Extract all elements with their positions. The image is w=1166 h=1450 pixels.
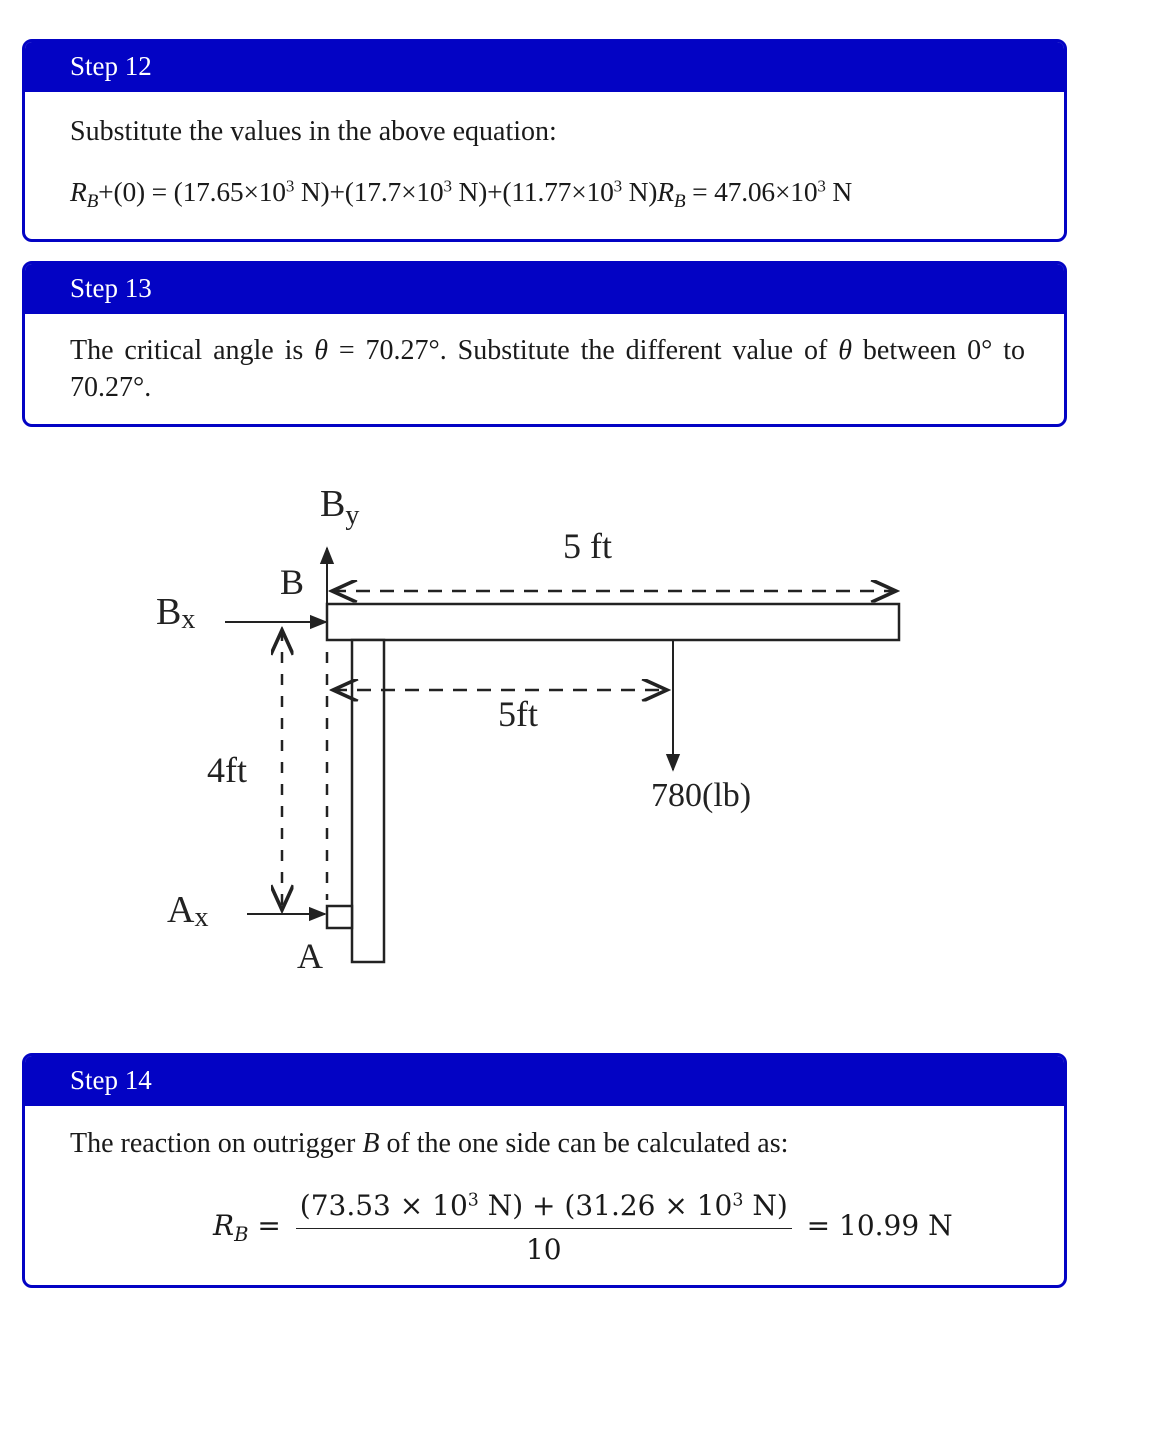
label-b: B bbox=[280, 562, 305, 602]
step-12-body bbox=[25, 116, 1064, 212]
label-top-dim: 5 ft bbox=[563, 526, 612, 566]
step-12-text: Substitute the values in the above equation: bbox=[70, 116, 557, 147]
text-var: B bbox=[362, 1128, 380, 1159]
eq-var: R bbox=[657, 176, 674, 207]
step-13-card bbox=[22, 261, 1067, 427]
beam-frame-diagram bbox=[0, 460, 1166, 1020]
eq-sub: B bbox=[86, 190, 99, 212]
eq-part: N) bbox=[621, 176, 658, 207]
label-load: 780(lb) bbox=[651, 777, 752, 814]
fraction-numerator: ($73.53 \times 10^3$ $N) + (31.26 \times 10^3$ N) bbox=[296, 1189, 792, 1229]
eq-part: N)+(11.77×10 bbox=[451, 176, 614, 207]
step-13-body bbox=[25, 332, 1064, 406]
horizontal-beam bbox=[327, 604, 899, 640]
eq-sub: B bbox=[234, 1222, 249, 1246]
label-by: $B_y$ bbox=[320, 483, 360, 531]
theta-symbol: θ bbox=[838, 335, 853, 366]
label-bx: Bx bbox=[156, 591, 196, 635]
step-14-equation bbox=[213, 1189, 953, 1266]
label-ax: Ax bbox=[167, 889, 209, 933]
eq-part: N bbox=[825, 176, 853, 207]
eq-part: +(0) = (17.65×10 bbox=[98, 176, 286, 207]
step-12-title: Step 12 bbox=[25, 42, 1064, 92]
step-12-card bbox=[22, 39, 1067, 242]
eq-var: R bbox=[70, 176, 87, 207]
text-part: The reaction on outrigger bbox=[70, 1128, 363, 1159]
text-part: The critical angle is bbox=[70, 335, 315, 366]
label-a: A bbox=[297, 936, 323, 976]
eq-var: R bbox=[213, 1209, 235, 1242]
label-mid-dim: 5ft bbox=[498, 694, 538, 734]
support-a bbox=[327, 906, 352, 928]
step-14-text bbox=[70, 1128, 1064, 1160]
step-13-title: Step 13 bbox=[25, 264, 1064, 314]
step-14-title: Step 14 bbox=[25, 1056, 1064, 1106]
eq-part: N)+(17.7×10 bbox=[294, 176, 444, 207]
eq-exp: 3 bbox=[285, 176, 295, 196]
eq-sign: = bbox=[257, 1209, 281, 1242]
theta-symbol: θ bbox=[314, 335, 328, 366]
eq-part: = 47.06×10 bbox=[685, 176, 818, 207]
step-14-card bbox=[22, 1053, 1067, 1288]
fraction-denominator: 10 bbox=[525, 1233, 562, 1266]
step-14-body bbox=[25, 1128, 1064, 1160]
step-13-text bbox=[70, 332, 1025, 406]
eq-result: = 10.99 N bbox=[806, 1209, 953, 1242]
vertical-column bbox=[352, 640, 384, 962]
eq-exp: 3 bbox=[817, 176, 826, 196]
text-part: of the one side can be calculated as: bbox=[379, 1128, 789, 1159]
text-part: = 70.27°. Substitute the different value of bbox=[327, 335, 839, 366]
text-part: between 0° to 70.27°. bbox=[70, 335, 1025, 403]
eq-exp: 3 bbox=[613, 176, 622, 196]
label-vert-dim: 4ft bbox=[207, 750, 247, 790]
eq-sub: B bbox=[673, 190, 686, 212]
step-12-equation bbox=[70, 176, 1064, 212]
fraction bbox=[296, 1189, 792, 1266]
eq-exp: 3 bbox=[443, 176, 452, 196]
